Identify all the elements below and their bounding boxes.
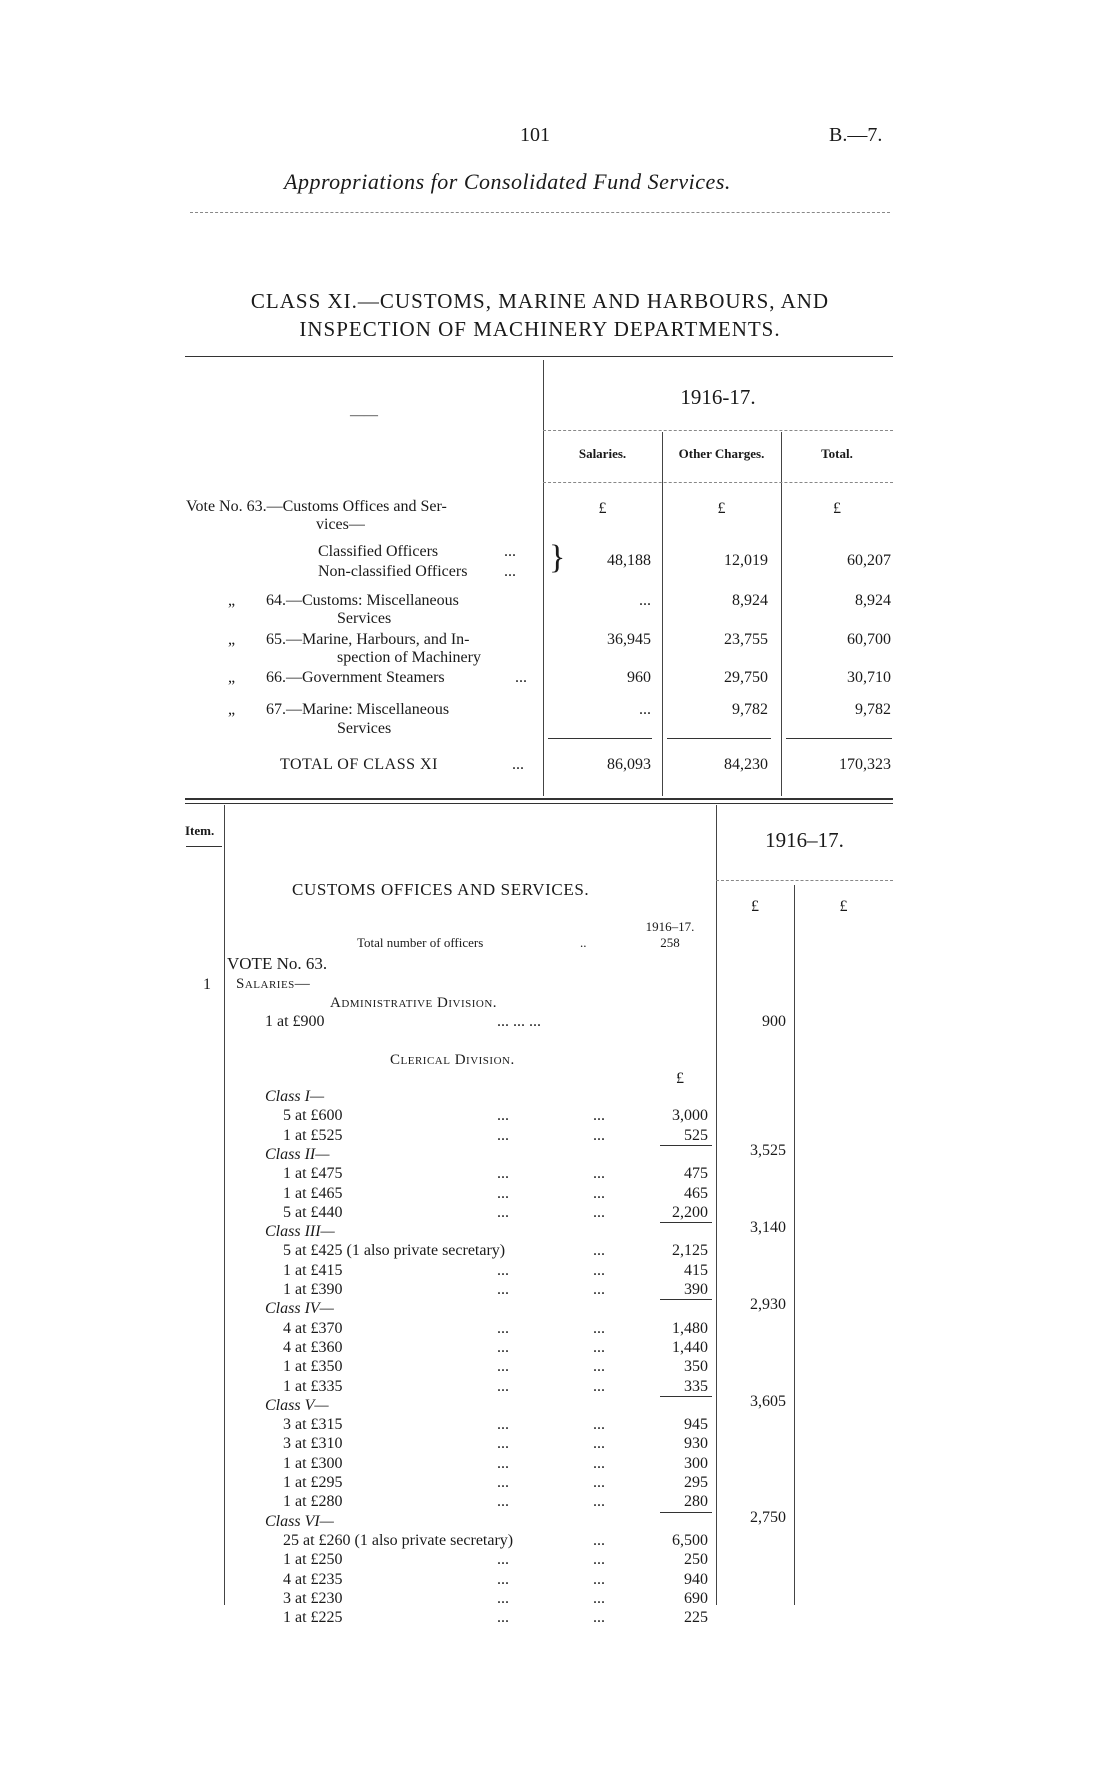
- leader-dots: ...: [593, 1358, 605, 1376]
- salary-line-value: 525: [684, 1126, 708, 1144]
- ditto-mark: „: [228, 592, 236, 609]
- nonclassified-dots: ...: [504, 563, 516, 580]
- amount-column-divider: [716, 805, 717, 1605]
- subtotal-rule-salaries: [548, 738, 652, 739]
- salary-line-label: 25 at £260 (1 also private secretary): [283, 1531, 514, 1549]
- officers-dots: ..: [580, 935, 587, 950]
- running-title: Appropriations for Consolidated Fund Services.: [284, 169, 731, 194]
- salary-line-value: 300: [684, 1454, 708, 1472]
- vote67-label: 67.—Marine: Miscellaneous: [266, 701, 450, 718]
- salary-line-value: 1,440: [672, 1338, 708, 1356]
- leader-dots: ...: [593, 1551, 605, 1569]
- subtotal-rule: [660, 1145, 712, 1146]
- class-subtotal: 2,930: [750, 1296, 786, 1314]
- leader-dots: ...: [593, 1474, 605, 1491]
- vote67-salaries: ...: [639, 701, 651, 718]
- salary-line-label: 1 at £280: [283, 1493, 343, 1511]
- leader-dots: ...: [497, 1184, 509, 1202]
- salary-line-label: 1 at £475: [283, 1165, 343, 1183]
- total-salaries: 86,093: [607, 756, 651, 773]
- summary-year-rule: [543, 430, 893, 431]
- salary-line-value: 225: [684, 1609, 708, 1627]
- vote65-label: 65.—Marine, Harbours, and In-: [266, 631, 470, 648]
- salary-line-label: 4 at £360: [283, 1338, 343, 1356]
- class-heading: Class III—: [265, 1223, 335, 1241]
- subtotal-rule: [660, 1299, 712, 1300]
- salary-line-value: 2,125: [672, 1242, 708, 1260]
- vote66-label: 66.—Government Steamers: [266, 669, 445, 686]
- salary-line-label: 4 at £235: [283, 1570, 343, 1588]
- vote63-label-cont: vices—: [316, 516, 365, 533]
- col-salaries-header: Salaries.: [578, 446, 627, 461]
- clerical-currency: £: [676, 1070, 684, 1087]
- leader-dots: ...: [497, 1474, 509, 1491]
- vote63-salaries: 48,188: [607, 552, 651, 569]
- vote64-label-cont: Services: [337, 610, 392, 627]
- vote-heading: VOTE No. 63.: [227, 954, 328, 973]
- salary-line-value: 475: [684, 1165, 708, 1183]
- salary-line-label: 1 at £525: [283, 1126, 343, 1144]
- total-other: 84,230: [724, 756, 768, 773]
- salary-line-value: 280: [684, 1493, 708, 1511]
- item-header: Item.: [185, 823, 215, 838]
- salary-line-value: 1,480: [672, 1319, 708, 1337]
- detail-year-heading: 1916–17.: [765, 828, 844, 852]
- class-heading: Class VI—: [265, 1512, 334, 1530]
- leader-dots: ...: [497, 1435, 509, 1453]
- summary-col-divider-2: [781, 432, 782, 796]
- leader-dots: ...: [497, 1551, 509, 1569]
- leader-dots: ...: [497, 1377, 509, 1395]
- leader-dots: ...: [497, 1609, 509, 1627]
- subtotal-rule: [660, 1222, 712, 1223]
- leader-dots: ...: [497, 1493, 509, 1511]
- leader-dots: ...: [497, 1261, 509, 1279]
- class-title-line2: INSPECTION OF MACHINERY DEPARTMENTS.: [299, 317, 781, 341]
- leader-dots: ...: [497, 1165, 509, 1183]
- section-title: CUSTOMS OFFICES AND SERVICES.: [292, 880, 590, 899]
- salary-line-label: 1 at £350: [283, 1358, 343, 1376]
- class-subtotal: 2,750: [750, 1508, 786, 1526]
- leader-dots: ...: [593, 1493, 605, 1511]
- leader-dots: ...: [497, 1358, 509, 1376]
- summary-stub-divider: [543, 360, 544, 796]
- class-heading: Class V—: [265, 1396, 329, 1414]
- leader-dots: ...: [593, 1377, 605, 1395]
- classified-dots: ...: [504, 543, 516, 560]
- clerical-division-heading: Clerical Division.: [390, 1052, 515, 1068]
- leader-dots: ...: [593, 1203, 605, 1221]
- salaries-heading: Salaries—: [236, 976, 311, 992]
- leader-dots: ...: [593, 1107, 605, 1125]
- leader-dots: ...: [497, 1107, 509, 1125]
- salary-line-value: 945: [684, 1416, 708, 1434]
- document-reference: B.—7.: [829, 124, 883, 146]
- leader-dots: ...: [593, 1609, 605, 1627]
- summary-year-heading: 1916-17.: [680, 385, 756, 409]
- salary-line-value: 390: [684, 1281, 708, 1298]
- salary-line-label: 1 at £335: [283, 1377, 343, 1395]
- header-rule: [190, 212, 890, 213]
- page-number: 101: [520, 124, 550, 146]
- col-other-charges-header: Other Charges.: [678, 446, 765, 461]
- vote64-salaries: ...: [639, 592, 651, 609]
- leader-dots: ...: [593, 1531, 605, 1549]
- salary-line-value: 295: [684, 1474, 708, 1491]
- salary-line-label: 4 at £370: [283, 1319, 343, 1337]
- leader-dots: ...: [593, 1184, 605, 1202]
- ditto-mark: „: [228, 631, 236, 648]
- officers-year: 1916–17.: [645, 919, 695, 934]
- vote66-dots: ...: [515, 669, 527, 686]
- leader-dots: ...: [593, 1589, 605, 1607]
- leader-dots: ...: [593, 1570, 605, 1588]
- ditto-mark: „: [228, 669, 236, 686]
- leader-dots: ...: [593, 1454, 605, 1472]
- leader-dots: ...: [593, 1416, 605, 1434]
- class-subtotal: 3,140: [750, 1219, 786, 1237]
- class-heading: Class I—: [265, 1088, 325, 1105]
- salary-line-label: 3 at £230: [283, 1589, 343, 1607]
- vote64-other: 8,924: [732, 592, 768, 609]
- nonclassified-officers-label: Non-classified Officers: [318, 563, 468, 580]
- leader-dots: ...: [593, 1435, 605, 1453]
- total-class-dots: ...: [512, 756, 524, 773]
- vote65-label-cont: spection of Machinery: [337, 649, 481, 666]
- item-header-rule: [186, 846, 222, 847]
- bracket-brace: }: [549, 539, 566, 576]
- officers-count: 258: [660, 935, 680, 950]
- vote66-other: 29,750: [724, 669, 768, 686]
- leader-dots: ...: [593, 1126, 605, 1144]
- currency-other: £: [717, 500, 726, 517]
- officers-label: Total number of officers: [357, 935, 484, 950]
- item-column-divider: [224, 805, 225, 1605]
- vote66-salaries: 960: [627, 669, 651, 686]
- leader-dots: ...: [497, 1454, 509, 1472]
- stub-dash: ——: [350, 408, 378, 423]
- salary-line-value: 250: [684, 1551, 708, 1569]
- col-total-header: Total.: [821, 446, 853, 461]
- summary-col-divider-1: [662, 432, 663, 796]
- summary-top-rule: [185, 356, 893, 357]
- salary-line-label: 3 at £310: [283, 1435, 343, 1453]
- total-class-label: TOTAL OF CLASS XI: [280, 756, 438, 773]
- vote66-total: 30,710: [847, 669, 891, 686]
- leader-dots: ...: [497, 1319, 509, 1337]
- ditto-mark: „: [228, 701, 236, 718]
- salary-line-label: 1 at £415: [283, 1261, 343, 1279]
- salary-line-value: 6,500: [672, 1531, 708, 1549]
- year-heading-rule: [716, 880, 893, 881]
- subtotal-rule-total: [786, 738, 892, 739]
- item-number: 1: [203, 976, 211, 993]
- admin-line-label: 1 at £900: [265, 1013, 325, 1030]
- vote65-other: 23,755: [724, 631, 768, 648]
- salary-line-value: 3,000: [672, 1107, 708, 1125]
- leader-dots: ...: [593, 1242, 605, 1260]
- leader-dots: ...: [593, 1319, 605, 1337]
- class-heading: Class IV—: [265, 1300, 334, 1318]
- salary-line-label: 1 at £465: [283, 1184, 343, 1202]
- subtotal-rule: [660, 1396, 712, 1397]
- salary-line-value: 335: [684, 1377, 708, 1395]
- class-subtotal: 3,605: [750, 1392, 786, 1410]
- detail-top-rule-2: [185, 803, 893, 804]
- salary-line-value: 2,200: [672, 1203, 708, 1221]
- currency-salaries: £: [598, 500, 607, 517]
- total-column-divider: [794, 885, 795, 1605]
- salary-line-label: 5 at £425 (1 also private secretary): [283, 1242, 506, 1260]
- salary-line-label: 1 at £295: [283, 1474, 343, 1491]
- vote67-label-cont: Services: [337, 720, 392, 737]
- class-title-line1: CLASS XI.—CUSTOMS, MARINE AND HARBOURS, AND: [250, 289, 830, 313]
- vote63-label: Vote No. 63.—Customs Offices and Ser-: [186, 498, 447, 515]
- leader-dots: ...: [497, 1281, 509, 1298]
- vote64-label: 64.—Customs: Miscellaneous: [266, 592, 459, 609]
- salary-line-value: 465: [684, 1184, 708, 1202]
- leader-dots: ...: [497, 1126, 509, 1144]
- admin-line-dots: ... ... ...: [497, 1013, 541, 1030]
- admin-line-amount: 900: [762, 1013, 786, 1030]
- currency-col1: £: [751, 898, 759, 915]
- administrative-division-heading: Administrative Division.: [330, 995, 498, 1011]
- salary-line-label: 3 at £315: [283, 1416, 343, 1434]
- salary-line-value: 350: [684, 1358, 708, 1376]
- leader-dots: ...: [593, 1281, 605, 1298]
- vote65-salaries: 36,945: [607, 631, 651, 648]
- leader-dots: ...: [497, 1338, 509, 1356]
- vote67-total: 9,782: [855, 701, 891, 718]
- class-subtotal: 3,525: [750, 1141, 786, 1159]
- vote63-other: 12,019: [724, 552, 768, 569]
- salary-line-label: 1 at £390: [283, 1281, 343, 1298]
- salary-line-label: 5 at £440: [283, 1203, 343, 1221]
- classified-officers-label: Classified Officers: [318, 543, 439, 560]
- vote63-total: 60,207: [847, 552, 891, 569]
- class-heading: Class II—: [265, 1145, 330, 1163]
- currency-col2: £: [839, 898, 848, 915]
- salary-line-label: 1 at £225: [283, 1609, 343, 1627]
- vote67-other: 9,782: [732, 701, 768, 718]
- salary-line-value: 415: [684, 1261, 708, 1279]
- leader-dots: ...: [593, 1338, 605, 1356]
- leader-dots: ...: [497, 1203, 509, 1221]
- vote64-total: 8,924: [855, 592, 891, 609]
- leader-dots: ...: [593, 1165, 605, 1183]
- subtotal-rule: [660, 1512, 712, 1513]
- leader-dots: ...: [497, 1570, 509, 1588]
- salary-line-value: 690: [684, 1589, 708, 1607]
- subtotal-rule-other: [667, 738, 771, 739]
- currency-total: £: [833, 500, 841, 517]
- leader-dots: ...: [593, 1261, 605, 1279]
- salary-line-label: 5 at £600: [283, 1107, 343, 1125]
- leader-dots: ...: [497, 1416, 509, 1434]
- salary-line-label: 1 at £300: [283, 1454, 343, 1472]
- leader-dots: ...: [497, 1589, 509, 1607]
- summary-colhead-rule: [543, 482, 893, 483]
- salary-line-value: 930: [684, 1435, 708, 1453]
- detail-top-rule: [185, 798, 893, 800]
- salary-line-label: 1 at £250: [283, 1551, 343, 1569]
- salary-line-value: 940: [684, 1570, 708, 1588]
- total-overall: 170,323: [839, 756, 891, 773]
- vote65-total: 60,700: [847, 631, 891, 648]
